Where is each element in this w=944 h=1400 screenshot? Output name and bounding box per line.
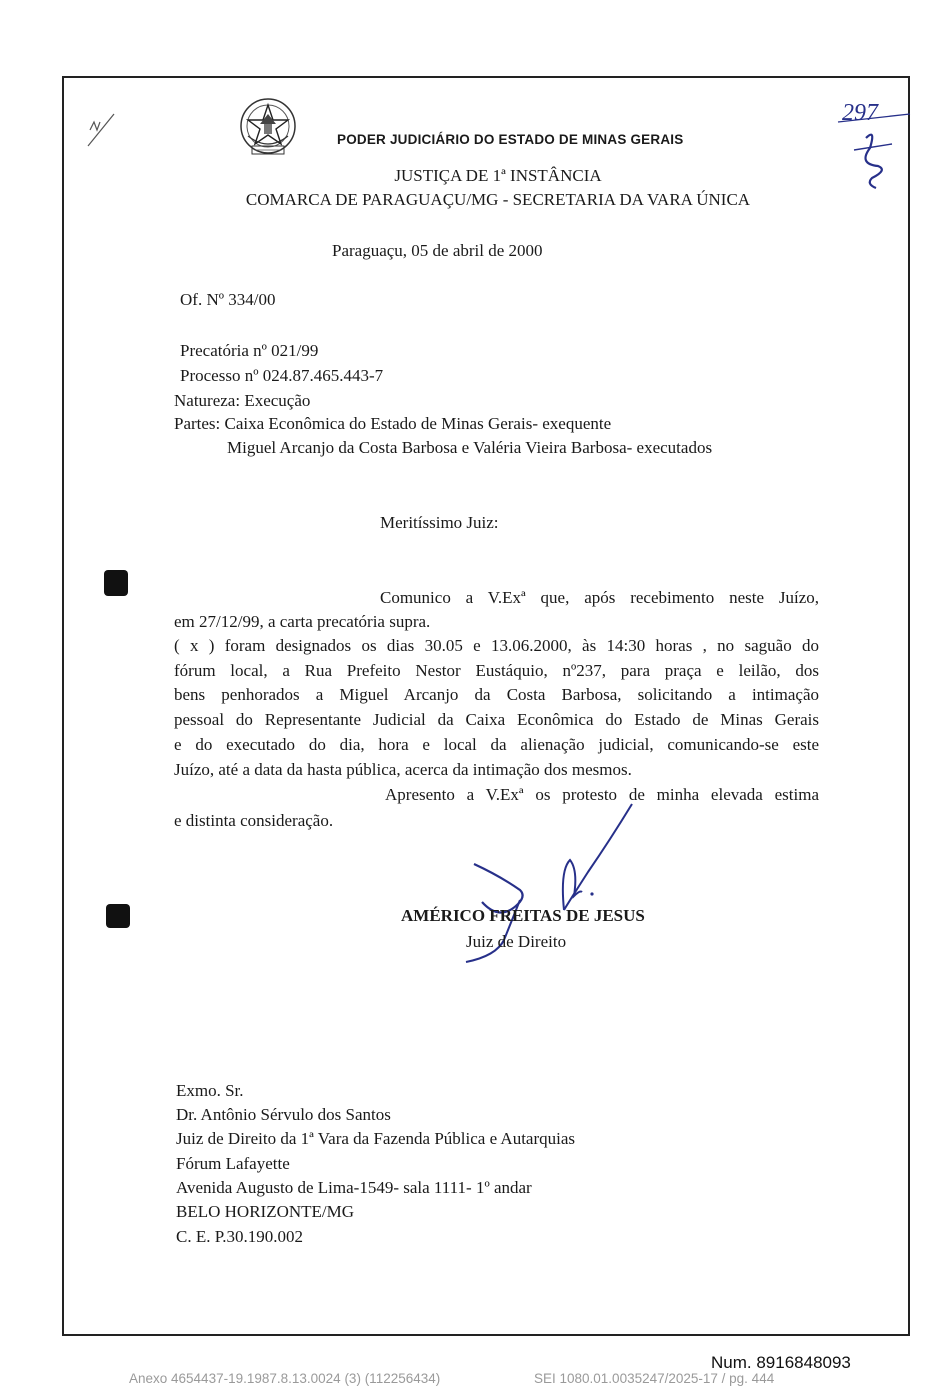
recipient-line: C. E. P.30.190.002 [176, 1227, 304, 1246]
precatoria-number: Precatória nº 021/99 [180, 341, 319, 360]
recipient-line: BELO HORIZONTE/MG [176, 1202, 355, 1221]
body-line: Juízo, até a data da hasta pública, acerca da intimação dos mesmos. [174, 760, 632, 779]
coat-of-arms-icon [238, 96, 298, 162]
processo-number: Processo nº 024.87.465.443-7 [180, 366, 384, 385]
salutation: Meritíssimo Juiz: [380, 513, 499, 532]
body-line: em 27/12/99, a carta precatória supra. [174, 612, 431, 631]
punch-hole-mark [104, 570, 128, 596]
body-line: e do executado do dia, hora e local da alienação judicial, comunicando-se este [174, 735, 819, 754]
annex-reference: Anexo 4654437-19.1987.8.13.0024 (3) (112256434) [129, 1371, 441, 1386]
document-number: Num. 8916848093 [711, 1353, 851, 1372]
signer-name: AMÉRICO FREITAS DE JESUS [401, 906, 645, 925]
recipient-line: Juiz de Direito da 1ª Vara da Fazenda Pública e Autarquias [176, 1129, 576, 1148]
closing-line-2: e distinta consideração. [174, 811, 334, 830]
closing-line: Apresento a V.Exª os protesto de minha elevada estima [385, 785, 819, 804]
recipient-line: Dr. Antônio Sérvulo dos Santos [176, 1105, 391, 1124]
body-line: pessoal do Representante Judicial da Caixa Econômica do Estado de Minas Gerais [174, 710, 819, 729]
court-title: JUSTIÇA DE 1ª INSTÂNCIA [394, 166, 602, 185]
signer-title: Juiz de Direito [466, 932, 567, 951]
office-number: Of. Nº 334/00 [180, 290, 276, 309]
partes-line: Partes: Caixa Econômica do Estado de Minas Gerais- exequente [174, 414, 612, 433]
body-line: ( x ) foram designados os dias 30.05 e 13.06.2000, às 14:30 horas , no saguão do [174, 636, 819, 655]
handwritten-initial-mark [84, 110, 118, 150]
punch-hole-mark [106, 904, 130, 928]
recipient-line: Fórum Lafayette [176, 1154, 290, 1173]
district-title: COMARCA DE PARAGUAÇU/MG - SECRETARIA DA VARA ÚNICA [245, 190, 751, 209]
body-line: Comunico a V.Exª que, após recebimento neste Juízo, [380, 588, 819, 607]
sei-reference: SEI 1080.01.0035247/2025-17 / pg. 444 [534, 1371, 775, 1386]
recipient-line: Exmo. Sr. [176, 1081, 244, 1100]
handwritten-page-number: 297 [842, 100, 878, 126]
recipient-line: Avenida Augusto de Lima-1549- sala 1111- 1º andar [176, 1178, 532, 1197]
place-date: Paraguaçu, 05 de abril de 2000 [332, 241, 543, 260]
handwritten-rubric [836, 104, 916, 194]
org-title: PODER JUDICIÁRIO DO ESTADO DE MINAS GERAIS [337, 132, 684, 147]
body-line: bens penhorados a Miguel Arcanjo da Costa Barbosa, solicitando a intimação [174, 685, 819, 704]
partes-line-2: Miguel Arcanjo da Costa Barbosa e Valéria Vieira Barbosa- executados [227, 438, 713, 457]
body-line: fórum local, a Rua Prefeito Nestor Eustáquio, nº237, para praça e leilão, dos [174, 661, 819, 680]
natureza-line: Natureza: Execução [174, 391, 311, 410]
